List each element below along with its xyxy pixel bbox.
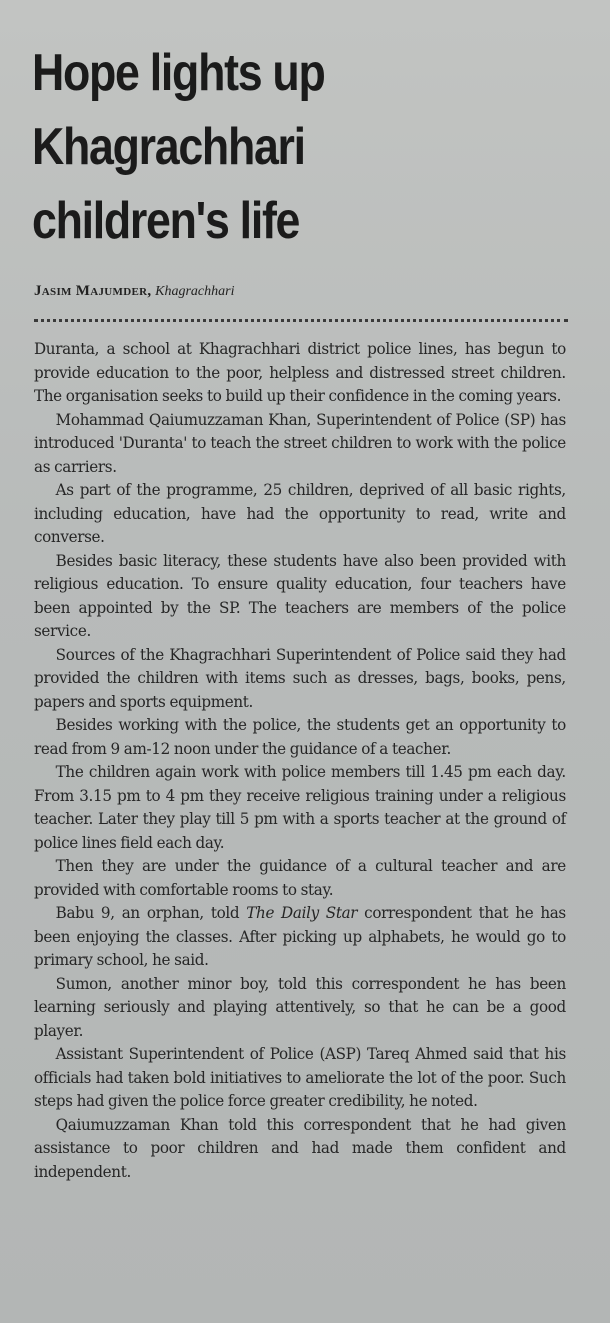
headline-line-2: Khagrachhari [32, 118, 305, 176]
paragraph-9 [34, 902, 566, 973]
paragraph-2: Mohammad Qaiumuzzaman Khan, Superintendent of Police (SP) has introduced 'Duranta' to teach the street children to work with the police as carriers. [34, 410, 566, 476]
paragraph-3: As part of the programme, 25 children, deprived of all basic rights, including education, have had the opportunity to read, write and converse. [34, 481, 566, 546]
headline [32, 36, 496, 258]
byline [34, 283, 234, 300]
paragraph-9-start: Babu 9, an orphan, told [55, 904, 247, 922]
headline-line-3: children's life [32, 192, 300, 250]
paragraph-5: Sources of the Khagrachhari Superintendent of Police said they had provided the children with items such as dresses, bags, books, pens, papers and sports equipment. [34, 645, 566, 711]
paragraph-9-end: correspondent that he has been enjoying the classes. After picking up alphabets, he would go to primary school, he said. [34, 904, 566, 969]
byline-place: Khagrachhari [155, 284, 235, 299]
paragraph-12: Qaiumuzzaman Khan told this correspondent that he had given assistance to poor children and had made them confident and independent. [34, 1115, 566, 1181]
byline-author: Jasim Majumder, [34, 283, 152, 299]
paragraph-11: Assistant Superintendent of Police (ASP) Tareq Ahmed said that his officials had taken bold initiatives to ameliorate the lot of the poor. Such steps had given the police force greater credibility, he noted. [34, 1045, 566, 1110]
paragraph-4: Besides basic literacy, these students have also been provided with religious education. To ensure quality education, four teachers have been appointed by the SP. The teachers are members of the police service. [34, 551, 566, 640]
dotted-divider [34, 319, 568, 322]
headline-line-1: Hope lights up [32, 44, 325, 102]
paragraph-6: Besides working with the police, the students get an opportunity to read from 9 am-12 noon under the guidance of a teacher. [34, 716, 566, 758]
paragraph-10: Sumon, another minor boy, told this correspondent he has been learning seriously and playing attentively, so that he can be a good player. [34, 974, 566, 1040]
paragraph-7: The children again work with police members till 1.45 pm each day. From 3.15 pm to 4 pm they receive religious training under a religious teacher. Later they play till 5 pm with a sports teacher at the ground of police lines field each day. [34, 763, 566, 852]
paragraph-1: Duranta, a school at Khagrachhari district police lines, has begun to provide education to the poor, helpless and distressed street children. The organisation seeks to build up their confidence in the coming years. [34, 340, 566, 405]
article-body [34, 338, 574, 1184]
paragraph-8: Then they are under the guidance of a cultural teacher and are provided with comfortable rooms to stay. [34, 857, 566, 899]
newspaper-name: The Daily Star [246, 904, 358, 922]
